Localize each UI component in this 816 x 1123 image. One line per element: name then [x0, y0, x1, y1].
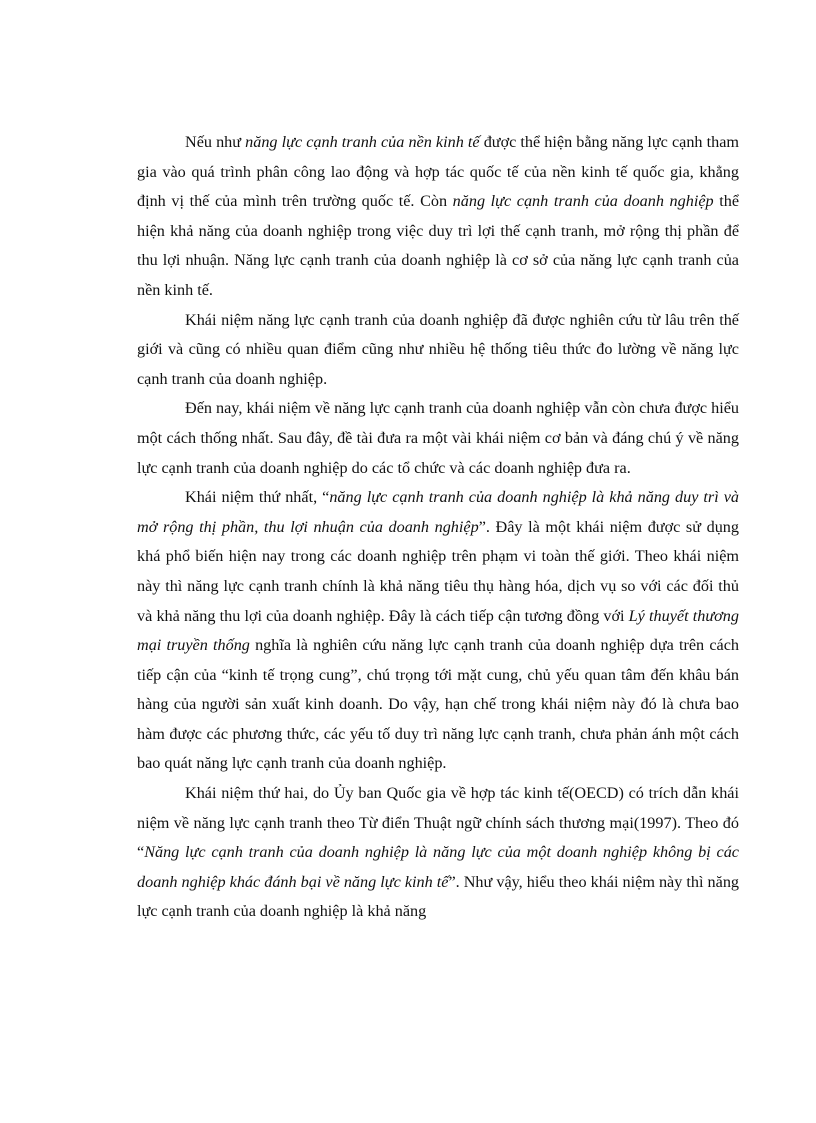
paragraph-1	[137, 128, 739, 306]
paragraph-5	[137, 779, 739, 927]
text-run: ”. Đây là một khái niệm được sử dụng khá phổ biến hiện nay trong các doanh nghiệp trên phạm vi toàn thế giới. Theo khái niệm này thì năng lực cạnh tranh chính là khả năng tiêu thụ hàng hóa, dịch vụ so với các đối thủ và khả năng thu lợi của doanh nghiệp. Đây là cách tiếp cận tương đồng với	[137, 517, 739, 625]
text-run: Khái niệm năng lực cạnh tranh của doanh nghiệp đã được nghiên cứu từ lâu trên thế giới và cũng có nhiều quan điểm cũng như nhiều hệ thống tiêu thức đo lường về năng lực cạnh tranh của doanh nghiệp.	[137, 310, 739, 388]
italic-term: năng lực cạnh tranh của doanh nghiệp	[452, 192, 714, 211]
text-run: Nếu như	[185, 133, 246, 151]
document-page	[137, 128, 739, 927]
text-run: Khái niệm thứ nhất, “	[185, 488, 330, 507]
paragraph-2	[137, 306, 739, 395]
text-run: thể hiện khả năng của doanh nghiệp trong việc duy trì lợi thế cạnh tranh, mở rộng thị phần để thu lợi nhuận. Năng lực cạnh tranh của doanh nghiệp là cơ sở của năng lực cạnh tranh của nền kinh tế.	[137, 192, 740, 299]
text-run: Đến nay, khái niệm về năng lực cạnh tranh của doanh nghiệp vẫn còn chưa được hiểu một cách thống nhất. Sau đây, đề tài đưa ra một vài khái niệm cơ bản và đáng chú ý về năng lực cạnh tranh của doanh nghiệp do các tổ chức và các doanh nghiệp đưa ra.	[137, 399, 739, 477]
italic-quote: Năng lực cạnh tranh của doanh nghiệp là năng lực của một doanh nghiệp không bị các doanh nghiệp khác đánh bại về năng lực kinh tế	[137, 843, 739, 891]
italic-term: năng lực cạnh tranh của nền kinh tế	[245, 133, 480, 151]
italic-term: Lý thuyết thương mại truyền thống	[137, 606, 739, 655]
paragraph-3	[137, 394, 739, 483]
text-run: nghĩa là nghiên cứu năng lực cạnh tranh của doanh nghiệp dựa trên cách tiếp cận của “kinh tế trọng cung”, chú trọng tới mặt cung, chủ yếu quan tâm đến khâu bán hàng của người sản xuất kinh doanh. Do vậy, hạn chế trong khái niệm này đó là chưa bao hàm được các phương thức, các yếu tố duy trì năng lực cạnh tranh, chưa phản ánh một cách bao quát năng lực cạnh tranh của doanh nghiệp.	[137, 636, 739, 773]
text-run: Khái niệm thứ hai, do Ủy ban Quốc gia về hợp tác kinh tế(OECD) có trích dẫn khái niệm về năng lực cạnh tranh theo Từ điển Thuật ngữ chính sách thương mại(1997). Theo đó “	[137, 784, 739, 862]
text-run: ”. Như vậy, hiểu theo khái niệm này thì năng lực cạnh tranh của doanh nghiệp là khả năng	[137, 872, 740, 921]
italic-quote: năng lực cạnh tranh của doanh nghiệp là khả năng duy trì và mở rộng thị phần, thu lợi nhuận của doanh nghiệp	[137, 488, 739, 536]
text-run: được thể hiện bằng năng lực cạnh tham gia vào quá trình phân công lao động và hợp tác quốc tế của nền kinh tế quốc gia, khẳng định vị thế của mình trên trường quốc tế. Còn	[137, 133, 739, 211]
paragraph-4	[137, 483, 739, 779]
